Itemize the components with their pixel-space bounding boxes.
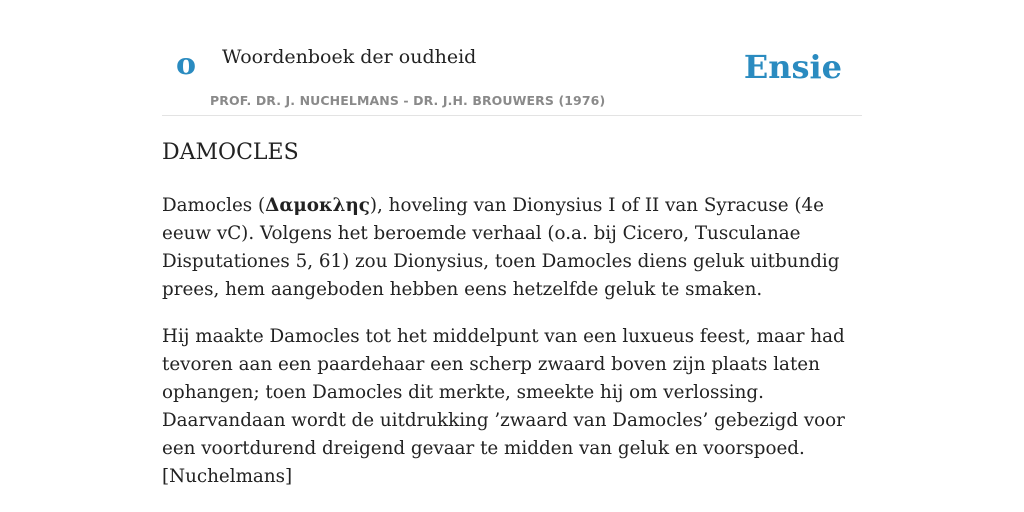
entry-paragraph-2: Hij maakte Damocles tot het middelpunt van een luxueus feest, maar had tevoren aan een paardehaar een scherp zwaard boven zijn plaats laten ophangen; toen Damocles dit merkte, smeekte hij om verlossing. Daarvandaan wordt de uitdrukking ’zwaard van Damocles’ gebezigd voor een voortdurend dreigend gevaar te midden van geluk en voorspoed. [Nuchelmans]	[162, 326, 845, 487]
book-authors: PROF. DR. J. NUCHELMANS - DR. J.H. BROUWERS (1976)	[210, 93, 606, 108]
book-logo-icon[interactable]: o	[176, 47, 197, 82]
greek-name: Δαμοκλης	[265, 195, 370, 216]
header	[162, 0, 862, 116]
paragraph-text: ), hoveling van Dionysius I of II van Syracuse (4e eeuw vC). Volgens het beroemde verhaal (o.a. bij Cicero, Tusculanae Disputationes 5, 61) zou Dionysius, toen Damocles diens geluk uitbundig prees, hem aangeboden hebben eens hetzelfde geluk te smaken.	[162, 195, 840, 300]
book-title[interactable]: Woordenboek der oudheid	[222, 46, 477, 68]
page	[162, 0, 862, 512]
entry-title: DAMOCLES	[162, 140, 299, 165]
entry-paragraph-1	[162, 192, 862, 304]
brand-logo[interactable]: Ensie	[743, 48, 842, 86]
entry-body	[162, 192, 862, 510]
paragraph-text: Damocles (	[162, 195, 266, 216]
